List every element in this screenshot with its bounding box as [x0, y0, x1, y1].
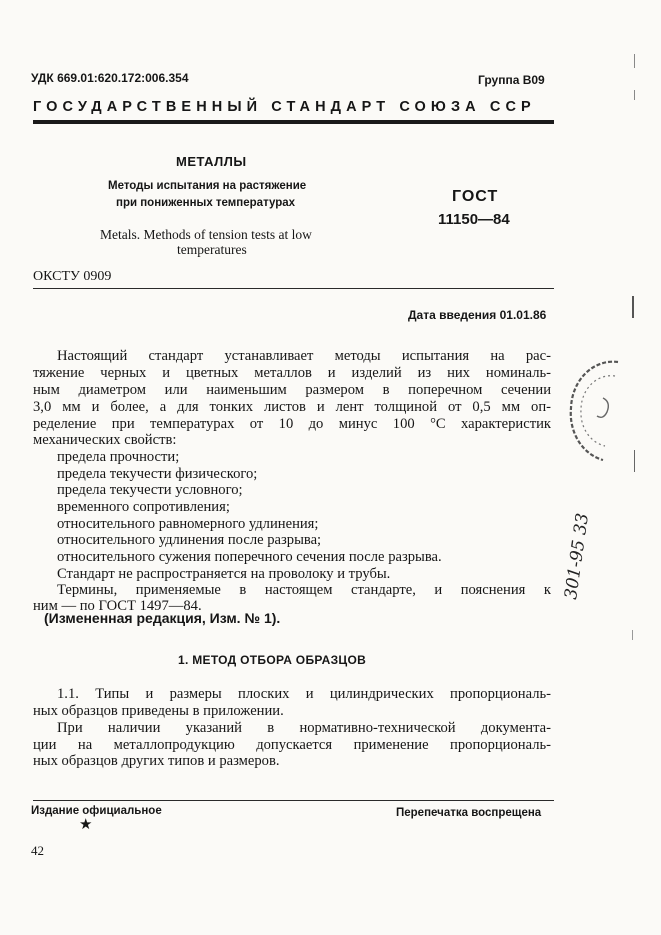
section-heading: 1. МЕТОД ОТБОРА ОБРАЗЦОВ — [178, 653, 367, 667]
english-title-line2: temperatures — [177, 242, 247, 257]
list-item: относительного сужения поперечного сечения после разрыва. — [57, 549, 442, 565]
scan-mark — [634, 90, 635, 100]
footer-rule — [33, 800, 554, 801]
gost-label: ГОСТ — [452, 188, 499, 205]
gost-number: 11150—84 — [438, 211, 510, 228]
body-line: механических свойств: — [33, 432, 177, 448]
reprint-notice: Перепечатка воспрещена — [396, 807, 542, 819]
group-code: Группа В09 — [478, 73, 545, 87]
list-item: предела прочности; — [57, 449, 180, 465]
page-number: 42 — [31, 843, 44, 858]
body-line: 3,0 мм и более, а для тонких листов и лент толщиной от 0,5 мм оп- — [33, 399, 551, 415]
body-line: ных образцов приведены в приложении. — [33, 703, 284, 719]
scan-mark — [634, 450, 635, 472]
body-line: тяжение черных и цветных металлов и изделий из них номиналь- — [33, 365, 551, 381]
list-item: относительного равномерного удлинения; — [57, 516, 319, 532]
body-line: Настоящий стандарт устанавливает методы испытания на рас- — [57, 348, 551, 364]
body-line: Стандарт не распространяется на проволоку и трубы. — [57, 566, 391, 582]
body-line: ции на металлопродукцию допускается применение пропорциональ- — [33, 737, 551, 753]
introduction-date: Дата введения 01.01.86 — [408, 308, 547, 322]
body-line: ных образцов других типов и размеров. — [33, 753, 280, 769]
library-stamp-icon — [563, 356, 623, 466]
english-title-line1: Metals. Methods of tension tests at low — [100, 227, 312, 242]
scan-mark — [632, 630, 633, 640]
scan-mark — [634, 54, 635, 68]
body-line: При наличии указаний в нормативно-технической документа- — [57, 720, 551, 736]
scan-mark — [632, 296, 634, 318]
okstu-code: ОКСТУ 0909 — [33, 269, 112, 284]
doc-title: МЕТАЛЛЫ — [176, 154, 247, 169]
doc-subtitle-line1: Методы испытания на растяжение — [108, 180, 307, 192]
header-rule — [33, 120, 554, 124]
body-line: ним — по ГОСТ 1497—84. — [33, 598, 202, 614]
handwritten-note — [558, 508, 598, 603]
official-edition-label: Издание официальное — [31, 805, 162, 817]
divider-rule — [33, 288, 554, 289]
amendment-note: (Измененная редакция, Изм. № 1). — [44, 610, 281, 626]
body-line: 1.1. Типы и размеры плоских и цилиндрических пропорциональ- — [57, 686, 551, 702]
body-line: ным диаметром или наименьшим размером в поперечном сечении — [33, 382, 551, 398]
list-item: предела текучести физического; — [57, 466, 258, 482]
udk-code: УДК 669.01:620.172:006.354 — [31, 71, 189, 85]
body-line: ределение при температурах от 10 до минус 100 °С характеристик — [33, 416, 551, 432]
standard-banner: ГОСУДАРСТВЕННЫЙ СТАНДАРТ СОЮЗА ССР — [33, 99, 536, 115]
body-line: Термины, применяемые в настоящем стандарте, и пояснения к — [57, 582, 551, 598]
doc-subtitle-line2: при пониженных температурах — [116, 197, 296, 209]
list-item: предела текучести условного; — [57, 482, 243, 498]
list-item: временного сопротивления; — [57, 499, 230, 515]
star-icon: ★ — [79, 817, 93, 833]
handwritten-text: 301-95 33 — [561, 511, 594, 601]
list-item: относительного удлинения после разрыва; — [57, 532, 322, 548]
